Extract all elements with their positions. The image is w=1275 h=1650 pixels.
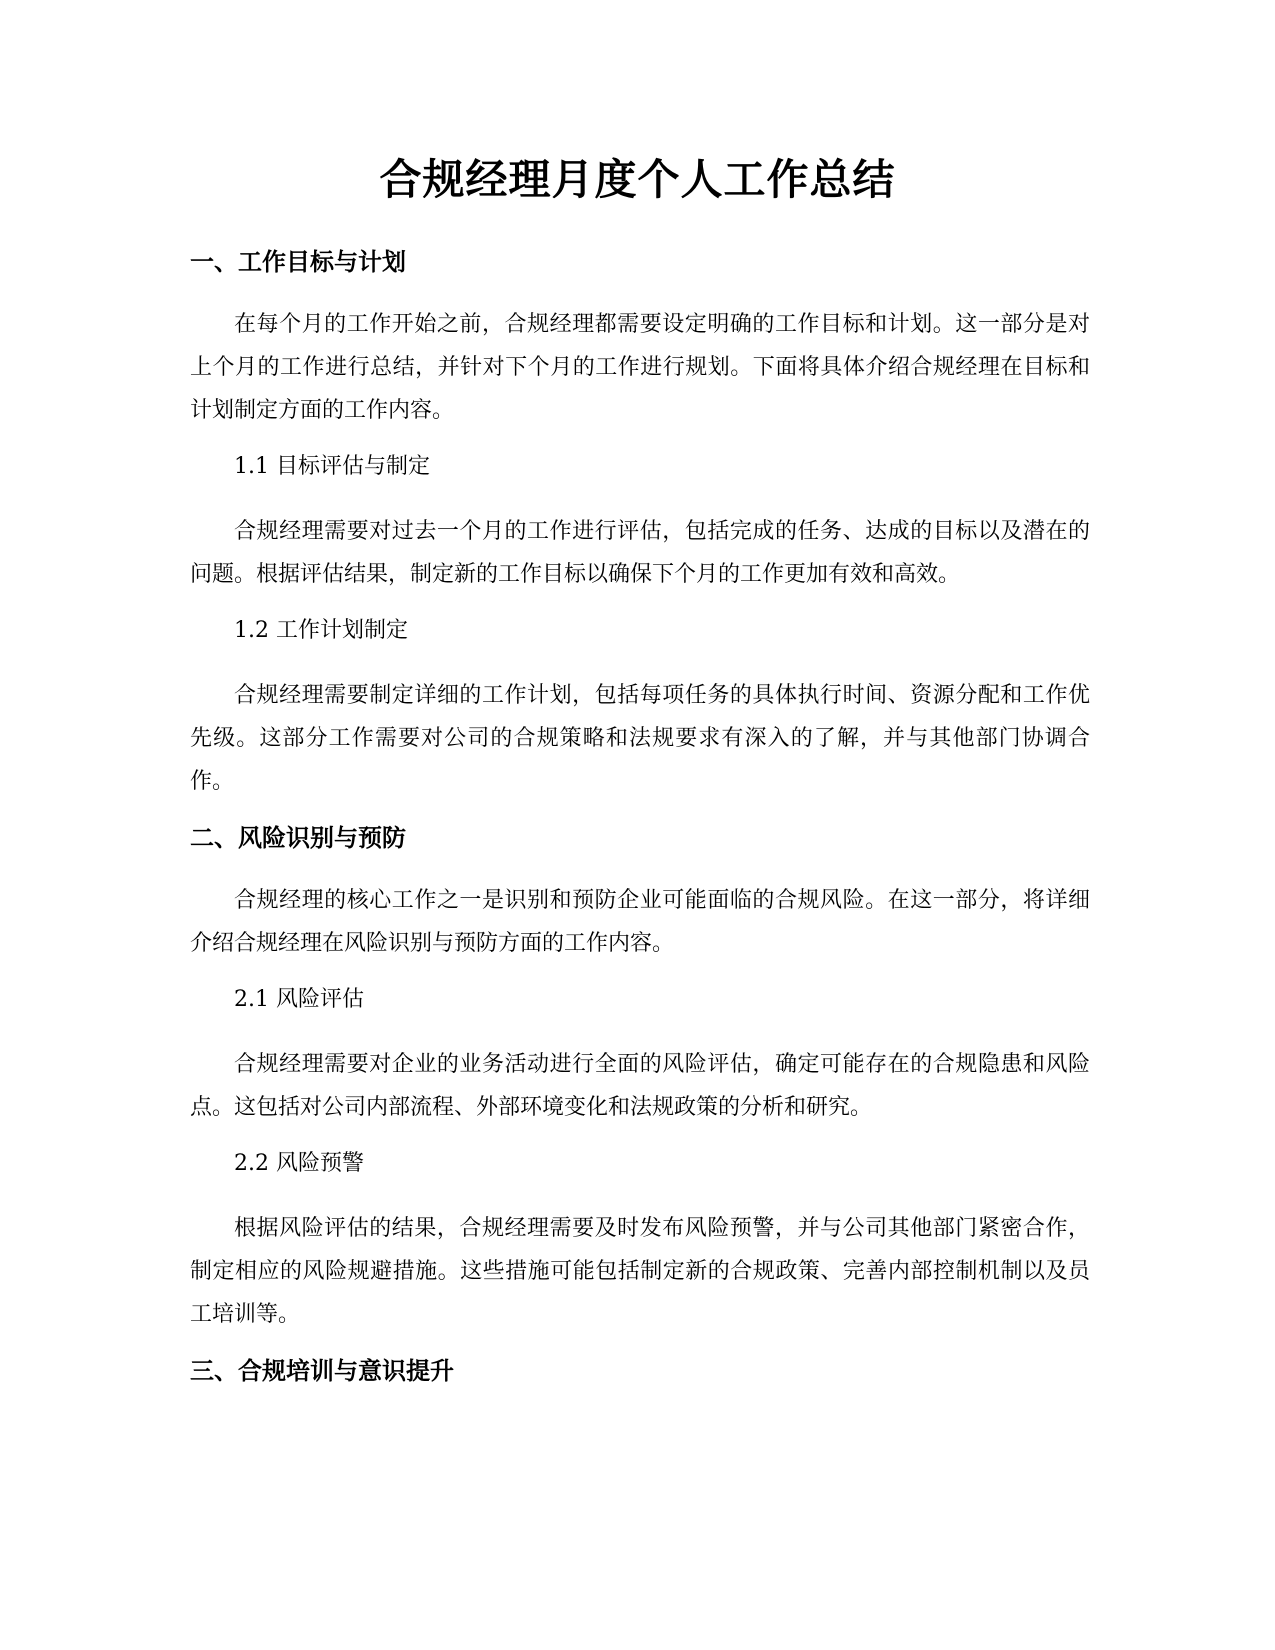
subsection-heading: 1.1 目标评估与制定 <box>234 454 430 479</box>
subsection-heading: 2.2 风险预警 <box>234 1151 364 1176</box>
document-body <box>190 245 1090 1412</box>
subsection-text: 合规经理需要对过去一个月的工作进行评估，包括完成的任务、达成的目标以及潜在的问题。根据评估结果，制定新的工作目标以确保下个月的工作更加有效和高效。 <box>190 519 1090 587</box>
subsection-text: 根据风险评估的结果，合规经理需要及时发布风险预警，并与公司其他部门紧密合作，制定相应的风险规避措施。这些措施可能包括制定新的合规政策、完善内部控制机制以及员工培训等。 <box>190 1216 1090 1327</box>
section-heading: 二、风险识别与预防 <box>190 824 406 852</box>
section-3 <box>190 1354 1090 1388</box>
subsection-text: 合规经理需要对企业的业务活动进行全面的风险评估，确定可能存在的合规隐患和风险点。这包括对公司内部流程、外部环境变化和法规政策的分析和研究。 <box>190 1052 1090 1120</box>
section-intro: 在每个月的工作开始之前，合规经理都需要设定明确的工作目标和计划。这一部分是对上个月的工作进行总结，并针对下个月的工作进行规划。下面将具体介绍合规经理在目标和计划制定方面的工作内容。 <box>190 312 1090 423</box>
section-2 <box>190 821 1090 1336</box>
section-intro: 合规经理的核心工作之一是识别和预防企业可能面临的合规风险。在这一部分，将详细介绍合规经理在风险识别与预防方面的工作内容。 <box>190 888 1090 956</box>
document-title: 合规经理月度个人工作总结 <box>379 155 896 204</box>
subsection-heading: 1.2 工作计划制定 <box>234 618 408 643</box>
section-1 <box>190 245 1090 803</box>
section-heading: 一、工作目标与计划 <box>190 248 406 276</box>
section-heading: 三、合规培训与意识提升 <box>190 1357 454 1385</box>
subsection-text: 合规经理需要制定详细的工作计划，包括每项任务的具体执行时间、资源分配和工作优先级。这部分工作需要对公司的合规策略和法规要求有深入的了解，并与其他部门协调合作。 <box>190 683 1090 794</box>
subsection-heading: 2.1 风险评估 <box>234 987 364 1012</box>
